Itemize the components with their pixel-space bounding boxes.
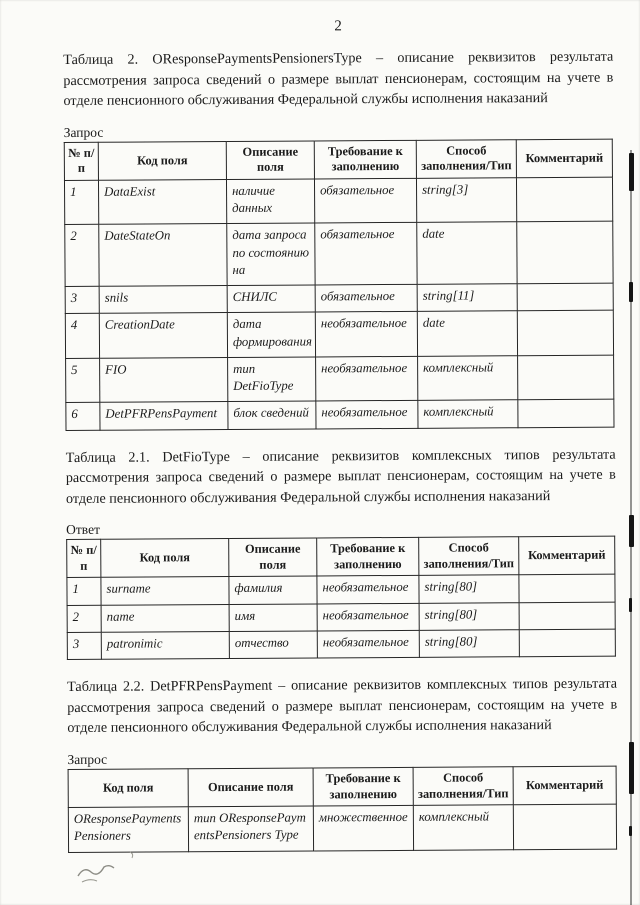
table-2-2 (68, 766, 618, 853)
table-row (64, 177, 612, 225)
column-header: Требование к заполнению (314, 140, 416, 179)
table-row (66, 400, 614, 431)
column-header: Код поля (68, 769, 188, 808)
page-content (63, 17, 618, 870)
column-header: Код поля (101, 539, 229, 578)
column-header: Описание поля (226, 141, 314, 180)
table-cell: фамилия (229, 576, 317, 604)
table-2-1-caption: Таблица 2.1. DetFioType – описание реквизитов комплексных типов результата рассмотрения запроса сведений о размере выплат пенсионерам, состоящим на учете в отделе пенсионного обслуживания Федеральной службы исполнения наказаний (65, 446, 616, 507)
table-cell: имя (229, 604, 317, 632)
table-cell: string[80] (419, 630, 519, 658)
table-cell: необязательное (317, 603, 419, 631)
page-number: 2 (334, 18, 342, 35)
table-cell: 4 (65, 314, 99, 359)
scan-artifact (629, 742, 634, 794)
table-cell: OResponsePayments Pensioners (68, 807, 188, 852)
scan-artifact (629, 282, 633, 302)
table-cell (513, 804, 616, 849)
table-2-1-label: Ответ (66, 522, 101, 538)
table-header-row (68, 766, 616, 807)
table-cell: наличие данных (226, 179, 314, 224)
table-row (67, 629, 615, 660)
table-cell: дата запроса по состоянию на (227, 223, 315, 285)
table-cell: отчество (229, 631, 317, 659)
table-cell: необязательное (316, 401, 418, 429)
column-header: Способ заполнения/Тип (413, 767, 513, 806)
table-cell (519, 629, 615, 657)
column-header: Требование к заполнению (313, 767, 413, 806)
table-row (66, 355, 614, 403)
column-header: Способ заполнения/Тип (419, 537, 519, 576)
table-cell: обязательное (315, 284, 417, 312)
table-cell (519, 575, 615, 603)
table-cell: date (417, 222, 517, 284)
table-cell (519, 602, 615, 630)
table-cell: 2 (65, 225, 99, 287)
table-header-row (67, 537, 615, 578)
table-cell: необязательное (317, 576, 419, 604)
table-cell: name (101, 604, 229, 632)
table-2-1 (66, 536, 616, 660)
table-cell: DataExist (98, 179, 226, 224)
table-row (65, 283, 613, 314)
table-cell: date (417, 311, 517, 356)
table-cell (518, 400, 614, 428)
table-cell (516, 177, 612, 222)
table-cell: необязательное (316, 356, 418, 401)
table-2-2-caption: Таблица 2.2. DetPFRPensPayment – описание реквизитов комплексных типов результата рассмотрения запроса сведений о размере выплат пенсионерам, состоящим на учете в отделе пенсионного обслуживания Федеральной службы исполнения наказаний (67, 675, 618, 737)
column-header: Комментарий (513, 766, 616, 805)
table-cell: множественное (313, 805, 413, 850)
table-cell: string[3] (416, 178, 516, 223)
table-cell: тип DetFioType (228, 357, 316, 402)
table-header-row (64, 139, 612, 180)
column-header: № п/п (64, 142, 98, 180)
table-cell (517, 221, 613, 283)
table-cell: snils (99, 286, 227, 314)
table-cell: CreationDate (99, 313, 227, 358)
table-cell: string[11] (417, 284, 517, 312)
column-header: Описание поля (229, 538, 317, 577)
table-cell (517, 283, 613, 311)
table-row (65, 221, 613, 286)
table-cell: FIO (100, 357, 228, 402)
column-header: Комментарий (519, 537, 615, 576)
table-cell: блок сведений (228, 401, 316, 429)
scan-artifact (629, 515, 634, 547)
scan-artifact (629, 826, 632, 836)
column-header: Код поля (98, 141, 226, 180)
table-cell: необязательное (315, 312, 417, 357)
column-header: № п/п (67, 540, 101, 578)
table-cell: DetPFRPensPayment (100, 402, 228, 430)
table-cell: комплексный (418, 356, 518, 401)
table-cell: дата формирования (227, 312, 315, 357)
table-row (67, 602, 615, 633)
table-2-label: Запрос (63, 124, 104, 140)
table-cell: patronimic (101, 632, 229, 660)
table-cell: 1 (64, 180, 98, 225)
table-cell: 6 (66, 403, 100, 430)
table-row (65, 311, 613, 359)
pencil-scribble (72, 842, 152, 892)
column-header: Описание поля (188, 768, 313, 807)
table-cell: DateStateOn (99, 224, 227, 287)
table-cell: string[80] (419, 575, 519, 603)
column-header: Комментарий (516, 139, 612, 178)
table-cell: surname (101, 577, 229, 605)
table-cell: 1 (67, 578, 101, 605)
table-cell: тип OResponsePaymentsPensioners Type (188, 806, 313, 851)
column-header: Способ заполнения/Тип (416, 140, 516, 179)
table-cell: СНИЛС (227, 285, 315, 313)
scan-artifact (629, 598, 632, 612)
table-cell: комплексный (418, 400, 518, 428)
column-header: Требование к заполнению (317, 538, 419, 577)
table-cell: комплексный (413, 805, 513, 850)
table-cell: 2 (67, 605, 101, 632)
table-cell: string[80] (419, 602, 519, 630)
table-row (67, 575, 615, 606)
table-cell: обязательное (315, 223, 417, 285)
scan-artifact (629, 153, 634, 191)
table-cell: обязательное (314, 178, 416, 223)
table-cell: необязательное (317, 630, 419, 658)
table-cell: 3 (67, 632, 101, 659)
table-cell: 3 (65, 286, 99, 313)
table-2 (64, 138, 615, 430)
table-2-2-label: Запрос (67, 751, 108, 768)
table-cell: 5 (66, 358, 100, 403)
table-2-caption: Таблица 2. OResponsePaymentsPensionersType – описание реквизитов результата рассмотрения запроса сведений о размере выплат пенсионерам, состоящим на учете в отделе пенсионного обслуживания Федеральной службы исполнения наказаний (63, 48, 614, 110)
table-cell (517, 311, 613, 356)
table-cell (518, 355, 614, 400)
